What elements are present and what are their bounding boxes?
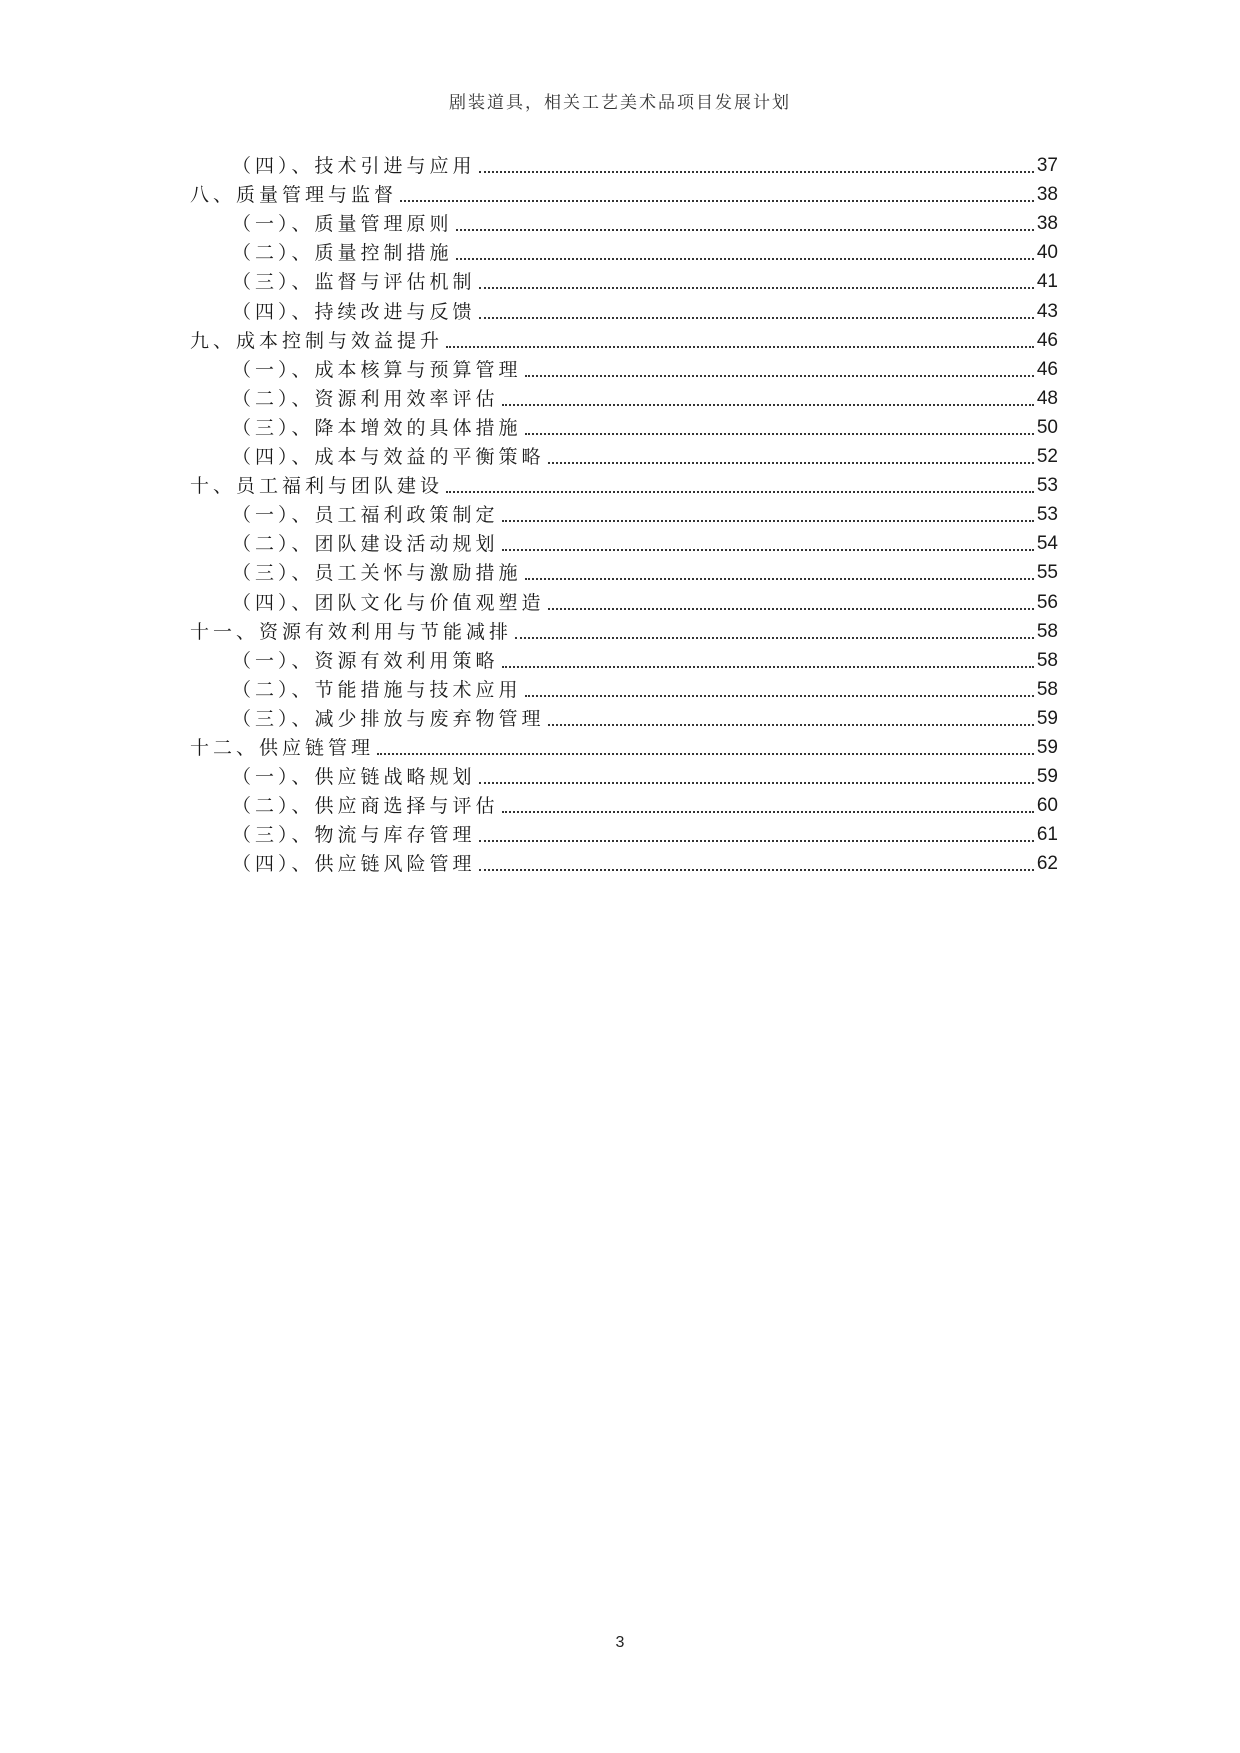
toc-entry-title: （四）、供应链风险管理 [232, 853, 476, 875]
toc-entry-page: 53 [1036, 475, 1058, 496]
toc-dot-leader [479, 840, 1034, 842]
toc-entry-title: （三）、减少排放与废弃物管理 [232, 708, 545, 730]
toc-entry-title: （二）、节能措施与技术应用 [232, 679, 522, 701]
toc-dot-leader [502, 520, 1034, 522]
toc-entry-title: （四）、团队文化与价值观塑造 [232, 592, 545, 614]
toc-entry-title: （三）、员工关怀与激励措施 [232, 562, 522, 584]
toc-entry[interactable] [232, 792, 1058, 820]
toc-entry-page: 61 [1036, 824, 1058, 845]
toc-entry-page: 59 [1036, 708, 1058, 729]
toc-entry[interactable] [190, 181, 1058, 209]
toc-entry-page: 46 [1036, 330, 1058, 351]
toc-dot-leader [525, 433, 1034, 435]
toc-entry-title: （一）、成本核算与预算管理 [232, 359, 522, 381]
toc-entry-page: 48 [1036, 388, 1058, 409]
toc-entry[interactable] [232, 589, 1058, 617]
toc-entry[interactable] [232, 356, 1058, 384]
toc-entry-page: 55 [1036, 562, 1058, 583]
toc-dot-leader [479, 287, 1034, 289]
toc-entry-page: 40 [1036, 242, 1058, 263]
toc-entry[interactable] [232, 239, 1058, 267]
toc-entry-page: 56 [1036, 592, 1058, 613]
toc-dot-leader [548, 462, 1034, 464]
toc-entry[interactable] [232, 647, 1058, 675]
toc-dot-leader [400, 200, 1034, 202]
toc-entry-page: 58 [1036, 679, 1058, 700]
toc-entry[interactable] [232, 298, 1058, 326]
toc-dot-leader [548, 608, 1034, 610]
toc-entry[interactable] [190, 618, 1058, 646]
toc-entry-title: （三）、监督与评估机制 [232, 271, 476, 293]
toc-entry[interactable] [232, 210, 1058, 238]
toc-dot-leader [525, 578, 1034, 580]
toc-entry[interactable] [232, 414, 1058, 442]
toc-dot-leader [525, 375, 1034, 377]
toc-entry[interactable] [232, 530, 1058, 558]
toc-dot-leader [548, 724, 1034, 726]
toc-entry-page: 46 [1036, 359, 1058, 380]
toc-entry-page: 53 [1036, 504, 1058, 525]
toc-dot-leader [515, 637, 1034, 639]
toc-entry-title: （一）、供应链战略规划 [232, 766, 476, 788]
toc-entry-page: 41 [1036, 271, 1058, 292]
toc-entry-title: （一）、员工福利政策制定 [232, 504, 499, 526]
toc-entry-page: 59 [1036, 766, 1058, 787]
toc-entry-page: 59 [1036, 737, 1058, 758]
toc-dot-leader [479, 171, 1034, 173]
toc-entry-title: （一）、质量管理原则 [232, 213, 453, 235]
toc-entry[interactable] [232, 385, 1058, 413]
toc-entry-title: （一）、资源有效利用策略 [232, 650, 499, 672]
toc-entry-title: （四）、持续改进与反馈 [232, 301, 476, 323]
toc-entry-title: 十二、供应链管理 [190, 737, 375, 759]
toc-dot-leader [377, 753, 1034, 755]
toc-entry[interactable] [232, 705, 1058, 733]
toc-entry-title: （四）、成本与效益的平衡策略 [232, 446, 545, 468]
toc-entry-title: （三）、降本增效的具体措施 [232, 417, 522, 439]
toc-entry[interactable] [232, 850, 1058, 878]
toc-entry-page: 60 [1036, 795, 1058, 816]
toc-entry-page: 38 [1036, 213, 1058, 234]
toc-entry[interactable] [232, 763, 1058, 791]
toc-entry[interactable] [190, 472, 1058, 500]
toc-entry-title: （二）、团队建设活动规划 [232, 533, 499, 555]
toc-entry-title: （四）、技术引进与应用 [232, 155, 476, 177]
toc-dot-leader [502, 666, 1034, 668]
toc-entry[interactable] [232, 152, 1058, 180]
toc-entry-page: 37 [1036, 155, 1058, 176]
toc-entry-title: （二）、资源利用效率评估 [232, 388, 499, 410]
toc-entry[interactable] [232, 676, 1058, 704]
toc-entry[interactable] [232, 821, 1058, 849]
toc-entry-page: 58 [1036, 650, 1058, 671]
toc-entry-page: 50 [1036, 417, 1058, 438]
toc-entry-page: 43 [1036, 301, 1058, 322]
toc-entry[interactable] [190, 327, 1058, 355]
toc-dot-leader [479, 317, 1034, 319]
toc-entry[interactable] [232, 443, 1058, 471]
toc-dot-leader [446, 491, 1034, 493]
toc-entry-page: 52 [1036, 446, 1058, 467]
toc-dot-leader [479, 869, 1034, 871]
toc-entry-title: 十、员工福利与团队建设 [190, 475, 444, 497]
toc-dot-leader [502, 811, 1034, 813]
toc-entry-title: 八、质量管理与监督 [190, 184, 398, 206]
running-header: 剧装道具，相关工艺美术品项目发展计划 [449, 93, 791, 113]
page-number: 3 [615, 1634, 625, 1651]
toc-entry[interactable] [232, 501, 1058, 529]
toc-entry[interactable] [190, 734, 1058, 762]
toc-dot-leader [456, 258, 1034, 260]
toc-dot-leader [446, 346, 1034, 348]
toc-dot-leader [479, 782, 1034, 784]
toc-entry-title: （二）、供应商选择与评估 [232, 795, 499, 817]
toc-entry-title: 十一、资源有效利用与节能减排 [190, 621, 513, 643]
toc-entry[interactable] [232, 268, 1058, 296]
toc-entry[interactable] [232, 559, 1058, 587]
toc-dot-leader [456, 229, 1034, 231]
toc-entry-page: 62 [1036, 853, 1058, 874]
toc-dot-leader [525, 695, 1034, 697]
toc-dot-leader [502, 404, 1034, 406]
toc-entry-page: 58 [1036, 621, 1058, 642]
toc-entry-title: （二）、质量控制措施 [232, 242, 453, 264]
toc-entry-title: （三）、物流与库存管理 [232, 824, 476, 846]
toc-entry-page: 54 [1036, 533, 1058, 554]
toc-entry-title: 九、成本控制与效益提升 [190, 330, 444, 352]
toc-entry-page: 38 [1036, 184, 1058, 205]
toc-dot-leader [502, 549, 1034, 551]
